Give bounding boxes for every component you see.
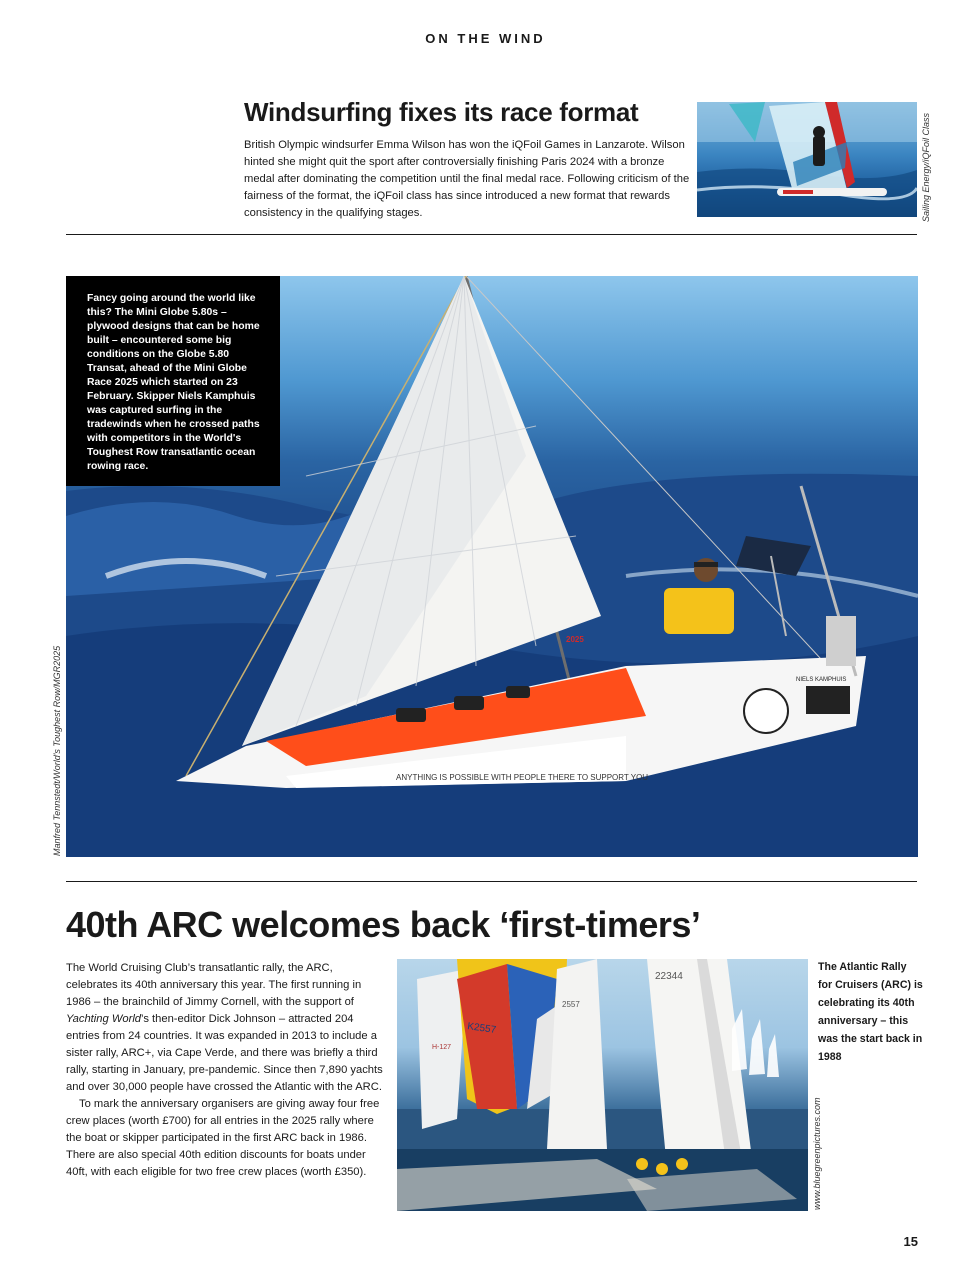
arc-photo-credit: www.bluegreenpictures.com bbox=[812, 1097, 822, 1210]
hull-slogan-text: ANYTHING IS POSSIBLE WITH PEOPLE THERE TO SUPPORT YOU bbox=[396, 773, 649, 782]
windsurf-body: British Olympic windsurfer Emma Wilson has won the iQFoil Games in Lanzarote. Wilson hinted she might quit the sport after controversially finishing Paris 2024 with a bronze medal after dominating the competition until the final medal race. Following criticism of the fairness of the format, the iQFoil class has since introduced a new format that rewards consistency in the qualifying stages. bbox=[244, 139, 690, 219]
arc-paragraph-1-text: The World Cruising Club’s transatlantic rally, the ARC, celebrates its 40th anniversary this year. The first running in 1986 – the brainchild of Jimmy Cornell, with the support of bbox=[66, 962, 362, 1008]
page-number: 15 bbox=[903, 1234, 918, 1249]
arc-paragraph-1-text-cont: ’s then-editor Dick Johnson – attracted 204 entries from 24 countries. It was expanded in 2013 to include a sister rally, ARC+, via Cape Verde, and there was briefly a third rally, starting in January, pre-pandemic. Since then 7,890 yachts and over 30,000 people have crossed the Atlantic with the ARC. bbox=[66, 1013, 383, 1093]
divider-rule bbox=[66, 234, 917, 235]
arc-photo-caption: The Atlantic Rally for Cruisers (ARC) is celebrating its 40th anniversary – this was the start back in 1988 bbox=[818, 961, 923, 1063]
hull-name-text: NIELS KAMPHUIS bbox=[796, 677, 847, 683]
arc-sail-number-4: H-127 bbox=[432, 1044, 452, 1051]
arc-paragraph-1 bbox=[66, 960, 386, 1096]
arc-sail-number-1: K2557 bbox=[466, 1021, 497, 1036]
arc-sail-number-3: 22344 bbox=[655, 971, 683, 982]
windsurf-headline: Windsurfing fixes its race format bbox=[244, 97, 639, 127]
yachting-world-title: Yachting World bbox=[66, 1013, 142, 1025]
section-header: ON THE WIND bbox=[425, 31, 546, 46]
arc-body bbox=[66, 960, 386, 1181]
arc-headline: 40th ARC welcomes back ‘first-timers’ bbox=[66, 904, 701, 945]
arc-sail-number-2: 2557 bbox=[562, 1000, 580, 1009]
arc-paragraph-2: To mark the anniversary organisers are giving away four free crew places (worth £700) for all entries in the 2025 rally where the boat or skipper participated in the first ARC back in 1986. There are also special 40th edition discounts for boats under 40ft, with each eligible for two free crew places (worth £350). bbox=[66, 1098, 380, 1178]
mini-globe-photo-credit: Manfred Tennstedt/World's Toughest Row/MGR2025 bbox=[52, 645, 62, 856]
windsurf-photo-credit: Sailing Energy/iQFoil Class bbox=[921, 112, 931, 222]
mini-globe-caption: Fancy going around the world like this? The Mini Globe 5.80s – plywood designs that can be home built – encountered some big conditions on the Globe 5.80 Transat, ahead of the Mini Globe Race 2025 which started on 23 February. Skipper Niels Kamphuis was captured surfing in the tradewinds when he crossed paths with competitors in the World's Toughest Row transatlantic ocean rowing race. bbox=[66, 276, 280, 486]
hull-sail-number: 2025 bbox=[566, 635, 584, 644]
arc-start-photo bbox=[397, 959, 808, 1211]
divider-rule bbox=[66, 881, 917, 882]
windsurf-photo bbox=[697, 102, 917, 217]
